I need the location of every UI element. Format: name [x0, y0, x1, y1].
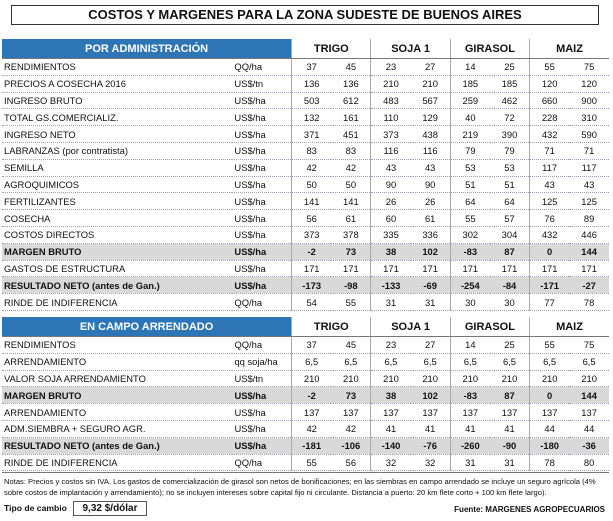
table-row: [2, 92, 609, 109]
rented-section-header: EN CAMPO ARRENDADO: [2, 317, 292, 337]
table-row: [2, 243, 609, 260]
table-row: [2, 370, 609, 387]
value-cell: 210: [490, 370, 530, 387]
row-unit: US$/tn: [232, 75, 291, 92]
value-cell: 79: [450, 142, 490, 159]
value-cell: 64: [450, 193, 490, 210]
value-cell: 75: [569, 59, 609, 76]
table-row: [2, 353, 609, 370]
value-cell: 0: [530, 243, 570, 260]
table-row: [2, 387, 609, 404]
table-row: [2, 210, 609, 227]
value-cell: 137: [530, 404, 570, 421]
value-cell: 90: [411, 176, 451, 193]
value-cell: 31: [490, 454, 530, 471]
crop-header-soja: SOJA 1: [371, 39, 450, 59]
value-cell: 210: [371, 75, 411, 92]
table-row: [2, 193, 609, 210]
value-cell: 438: [411, 126, 451, 143]
value-cell: 50: [292, 176, 332, 193]
value-cell: 41: [371, 420, 411, 437]
value-cell: 304: [490, 226, 530, 243]
value-cell: 210: [530, 370, 570, 387]
value-cell: 171: [450, 260, 490, 277]
value-cell: 302: [450, 226, 490, 243]
value-cell: 83: [292, 142, 332, 159]
value-cell: 144: [569, 387, 609, 404]
row-label: RINDE DE INDIFERENCIA: [2, 454, 232, 471]
value-cell: 483: [371, 92, 411, 109]
row-label: INGRESO NETO: [2, 126, 232, 143]
value-cell: -90: [490, 437, 530, 454]
value-cell: 14: [450, 337, 490, 354]
row-label: RESULTADO NETO (antes de Gan.): [2, 437, 232, 454]
source-text: Fuente: MARGENES AGROPECUARIOS: [454, 505, 605, 514]
value-cell: 37: [292, 59, 332, 76]
value-cell: 590: [569, 126, 609, 143]
value-cell: 6,5: [490, 353, 530, 370]
value-cell: 77: [530, 294, 570, 311]
value-cell: 78: [530, 454, 570, 471]
value-cell: 116: [371, 142, 411, 159]
value-cell: 171: [490, 260, 530, 277]
row-unit: US$/ha: [232, 260, 291, 277]
value-cell: 129: [411, 109, 451, 126]
row-label: MARGEN BRUTO: [2, 387, 232, 404]
value-cell: 26: [411, 193, 451, 210]
value-cell: 432: [530, 126, 570, 143]
notes-text: Notas: Precios y costos sin IVA. Los gastos de comercialización de girasol son netos de bonificaciones; en las siembras en campo arrendado se incluye un seguro agrícola (4% sobre costos de implantación y arrendamiento); no se incluyen intereses sobre capital fijo ni circulante. Distancia a puerto: 20 km flete corto + 100 km flete largo).: [2, 472, 609, 498]
value-cell: 451: [331, 126, 371, 143]
admin-table: [2, 39, 609, 311]
value-cell: -2: [292, 243, 332, 260]
value-cell: 45: [331, 59, 371, 76]
row-label: INGRESO BRUTO: [2, 92, 232, 109]
value-cell: 210: [292, 370, 332, 387]
value-cell: 137: [411, 404, 451, 421]
value-cell: 42: [292, 420, 332, 437]
value-cell: 102: [411, 387, 451, 404]
value-cell: 31: [411, 294, 451, 311]
value-cell: 259: [450, 92, 490, 109]
value-cell: 38: [371, 387, 411, 404]
value-cell: 144: [569, 243, 609, 260]
value-cell: -171: [530, 277, 570, 294]
value-cell: 171: [331, 260, 371, 277]
value-cell: 6,5: [530, 353, 570, 370]
value-cell: -36: [569, 437, 609, 454]
row-label: TOTAL GS.COMERCIALIZ.: [2, 109, 232, 126]
value-cell: 41: [411, 420, 451, 437]
value-cell: 228: [530, 109, 570, 126]
value-cell: 171: [292, 260, 332, 277]
table-row: [2, 142, 609, 159]
row-unit: US$/ha: [232, 226, 291, 243]
value-cell: 79: [490, 142, 530, 159]
value-cell: 137: [292, 404, 332, 421]
value-cell: 51: [490, 176, 530, 193]
table-row: [2, 109, 609, 126]
value-cell: 61: [411, 210, 451, 227]
value-cell: -140: [371, 437, 411, 454]
value-cell: 43: [411, 159, 451, 176]
value-cell: 43: [371, 159, 411, 176]
row-label: RESULTADO NETO (antes de Gan.): [2, 277, 232, 294]
row-label: RINDE DE INDIFERENCIA: [2, 294, 232, 311]
value-cell: 117: [569, 159, 609, 176]
value-cell: 78: [569, 294, 609, 311]
value-cell: 0: [530, 387, 570, 404]
value-cell: 89: [569, 210, 609, 227]
value-cell: 137: [490, 404, 530, 421]
row-unit: US$/tn: [232, 370, 291, 387]
value-cell: 73: [331, 243, 371, 260]
row-unit: US$/ha: [232, 277, 291, 294]
crop-header-trigo: TRIGO: [292, 317, 371, 337]
table-row: [2, 294, 609, 311]
row-unit: US$/ha: [232, 210, 291, 227]
value-cell: 117: [530, 159, 570, 176]
value-cell: 141: [292, 193, 332, 210]
value-cell: 64: [490, 193, 530, 210]
row-unit: US$/ha: [232, 126, 291, 143]
value-cell: 45: [331, 337, 371, 354]
value-cell: 60: [371, 210, 411, 227]
row-unit: QQ/ha: [232, 337, 291, 354]
value-cell: 432: [530, 226, 570, 243]
table-row: [2, 277, 609, 294]
row-unit: US$/ha: [232, 92, 291, 109]
value-cell: 171: [371, 260, 411, 277]
value-cell: -76: [411, 437, 451, 454]
value-cell: 38: [371, 243, 411, 260]
value-cell: 27: [411, 337, 451, 354]
value-cell: 42: [331, 420, 371, 437]
value-cell: 25: [490, 337, 530, 354]
value-cell: 125: [530, 193, 570, 210]
crop-header-soja: SOJA 1: [371, 317, 450, 337]
value-cell: -69: [411, 277, 451, 294]
value-cell: 335: [371, 226, 411, 243]
value-cell: 6,5: [371, 353, 411, 370]
value-cell: 136: [292, 75, 332, 92]
value-cell: 210: [411, 370, 451, 387]
value-cell: -84: [490, 277, 530, 294]
row-unit: QQ/ha: [232, 59, 291, 76]
value-cell: 210: [411, 75, 451, 92]
value-cell: 161: [331, 109, 371, 126]
value-cell: 25: [490, 59, 530, 76]
value-cell: 55: [530, 59, 570, 76]
value-cell: 137: [569, 404, 609, 421]
value-cell: 660: [530, 92, 570, 109]
value-cell: 23: [371, 59, 411, 76]
value-cell: 612: [331, 92, 371, 109]
row-label: ADM.SIEMBRA + SEGURO AGR.: [2, 420, 232, 437]
table-row: [2, 226, 609, 243]
value-cell: 900: [569, 92, 609, 109]
value-cell: 210: [569, 370, 609, 387]
row-unit: QQ/ha: [232, 294, 291, 311]
value-cell: -173: [292, 277, 332, 294]
value-cell: 90: [371, 176, 411, 193]
value-cell: 137: [450, 404, 490, 421]
value-cell: 102: [411, 243, 451, 260]
value-cell: 61: [331, 210, 371, 227]
value-cell: -106: [331, 437, 371, 454]
crop-header-girasol: GIRASOL: [450, 39, 529, 59]
value-cell: 80: [569, 454, 609, 471]
table-row: [2, 59, 609, 76]
row-label: MARGEN BRUTO: [2, 243, 232, 260]
table-row: [2, 437, 609, 454]
admin-section-header: POR ADMINISTRACIÓN: [2, 39, 292, 59]
value-cell: 14: [450, 59, 490, 76]
value-cell: 53: [450, 159, 490, 176]
row-label: COSECHA: [2, 210, 232, 227]
value-cell: 137: [331, 404, 371, 421]
table-row: [2, 176, 609, 193]
value-cell: 71: [530, 142, 570, 159]
row-unit: US$/ha: [232, 176, 291, 193]
value-cell: -27: [569, 277, 609, 294]
value-cell: -98: [331, 277, 371, 294]
crop-header-trigo: TRIGO: [292, 39, 371, 59]
value-cell: 390: [490, 126, 530, 143]
row-unit: US$/ha: [232, 437, 291, 454]
row-label: SEMILLA: [2, 159, 232, 176]
crop-header-maiz: MAIZ: [530, 39, 609, 59]
crop-header-maiz: MAIZ: [530, 317, 609, 337]
value-cell: 136: [331, 75, 371, 92]
value-cell: 44: [569, 420, 609, 437]
row-label: RENDIMIENTOS: [2, 337, 232, 354]
value-cell: 171: [530, 260, 570, 277]
value-cell: 120: [530, 75, 570, 92]
value-cell: -133: [371, 277, 411, 294]
row-label: GASTOS DE ESTRUCTURA: [2, 260, 232, 277]
value-cell: 83: [331, 142, 371, 159]
value-cell: 56: [331, 454, 371, 471]
value-cell: -181: [292, 437, 332, 454]
value-cell: 567: [411, 92, 451, 109]
value-cell: 42: [292, 159, 332, 176]
value-cell: 137: [371, 404, 411, 421]
row-label: ARRENDAMIENTO: [2, 404, 232, 421]
value-cell: 71: [569, 142, 609, 159]
value-cell: 51: [450, 176, 490, 193]
value-cell: 336: [411, 226, 451, 243]
value-cell: 141: [331, 193, 371, 210]
row-label: ARRENDAMIENTO: [2, 353, 232, 370]
value-cell: 185: [490, 75, 530, 92]
value-cell: 373: [292, 226, 332, 243]
row-unit: US$/ha: [232, 142, 291, 159]
value-cell: 50: [331, 176, 371, 193]
value-cell: 41: [490, 420, 530, 437]
value-cell: 43: [569, 176, 609, 193]
value-cell: 42: [331, 159, 371, 176]
row-unit: US$/ha: [232, 193, 291, 210]
value-cell: 56: [292, 210, 332, 227]
row-unit: US$/ha: [232, 159, 291, 176]
exchange-rate-label: Tipo de cambio: [4, 503, 67, 513]
value-cell: 53: [490, 159, 530, 176]
value-cell: 37: [292, 337, 332, 354]
value-cell: 210: [450, 370, 490, 387]
table-row: [2, 75, 609, 92]
exchange-rate-value: 9,32 $/dólar: [73, 501, 147, 516]
value-cell: 371: [292, 126, 332, 143]
value-cell: 87: [490, 387, 530, 404]
value-cell: 132: [292, 109, 332, 126]
value-cell: 32: [371, 454, 411, 471]
row-unit: qq soja/ha: [232, 353, 291, 370]
value-cell: -2: [292, 387, 332, 404]
row-unit: QQ/ha: [232, 454, 291, 471]
value-cell: 462: [490, 92, 530, 109]
row-label: FERTILIZANTES: [2, 193, 232, 210]
value-cell: 171: [569, 260, 609, 277]
value-cell: 30: [490, 294, 530, 311]
value-cell: 40: [450, 109, 490, 126]
value-cell: 43: [530, 176, 570, 193]
page-title: COSTOS Y MARGENES PARA LA ZONA SUDESTE DE BUENOS AIRES: [11, 5, 599, 25]
value-cell: -83: [450, 243, 490, 260]
value-cell: 75: [569, 337, 609, 354]
value-cell: 44: [530, 420, 570, 437]
value-cell: 72: [490, 109, 530, 126]
footer: [2, 499, 609, 519]
value-cell: 6,5: [450, 353, 490, 370]
value-cell: 373: [371, 126, 411, 143]
table-row: [2, 260, 609, 277]
crop-header-girasol: GIRASOL: [450, 317, 529, 337]
value-cell: 27: [411, 59, 451, 76]
value-cell: 32: [411, 454, 451, 471]
value-cell: 57: [490, 210, 530, 227]
value-cell: 23: [371, 337, 411, 354]
row-label: RENDIMIENTOS: [2, 59, 232, 76]
value-cell: 55: [331, 294, 371, 311]
value-cell: 503: [292, 92, 332, 109]
value-cell: 110: [371, 109, 411, 126]
value-cell: 378: [331, 226, 371, 243]
rented-table: [2, 317, 609, 471]
row-label: AGROQUIMICOS: [2, 176, 232, 193]
value-cell: 87: [490, 243, 530, 260]
row-unit: US$/ha: [232, 387, 291, 404]
table-row: [2, 454, 609, 471]
table-row: [2, 159, 609, 176]
value-cell: 76: [530, 210, 570, 227]
row-unit: US$/ha: [232, 243, 291, 260]
row-label: COSTOS DIRECTOS: [2, 226, 232, 243]
table-row: [2, 337, 609, 354]
value-cell: 210: [371, 370, 411, 387]
row-unit: US$/ha: [232, 404, 291, 421]
value-cell: 185: [450, 75, 490, 92]
value-cell: 6,5: [569, 353, 609, 370]
row-unit: US$/ha: [232, 420, 291, 437]
value-cell: 73: [331, 387, 371, 404]
row-label: PRECIOS A COSECHA 2016: [2, 75, 232, 92]
row-unit: US$/ha: [232, 109, 291, 126]
value-cell: -180: [530, 437, 570, 454]
value-cell: 41: [450, 420, 490, 437]
value-cell: 54: [292, 294, 332, 311]
value-cell: 6,5: [411, 353, 451, 370]
value-cell: 55: [530, 337, 570, 354]
value-cell: 171: [411, 260, 451, 277]
row-label: LABRANZAS (por contratista): [2, 142, 232, 159]
table-row: [2, 404, 609, 421]
value-cell: 125: [569, 193, 609, 210]
value-cell: 30: [450, 294, 490, 311]
value-cell: 31: [450, 454, 490, 471]
value-cell: 219: [450, 126, 490, 143]
row-label: VALOR SOJA ARRENDAMIENTO: [2, 370, 232, 387]
value-cell: 31: [371, 294, 411, 311]
value-cell: 120: [569, 75, 609, 92]
table-row: [2, 126, 609, 143]
table-row: [2, 420, 609, 437]
value-cell: 55: [450, 210, 490, 227]
value-cell: 6,5: [292, 353, 332, 370]
value-cell: -260: [450, 437, 490, 454]
value-cell: -83: [450, 387, 490, 404]
value-cell: 26: [371, 193, 411, 210]
value-cell: 6,5: [331, 353, 371, 370]
value-cell: -254: [450, 277, 490, 294]
value-cell: 55: [292, 454, 332, 471]
value-cell: 116: [411, 142, 451, 159]
value-cell: 446: [569, 226, 609, 243]
value-cell: 210: [331, 370, 371, 387]
value-cell: 310: [569, 109, 609, 126]
